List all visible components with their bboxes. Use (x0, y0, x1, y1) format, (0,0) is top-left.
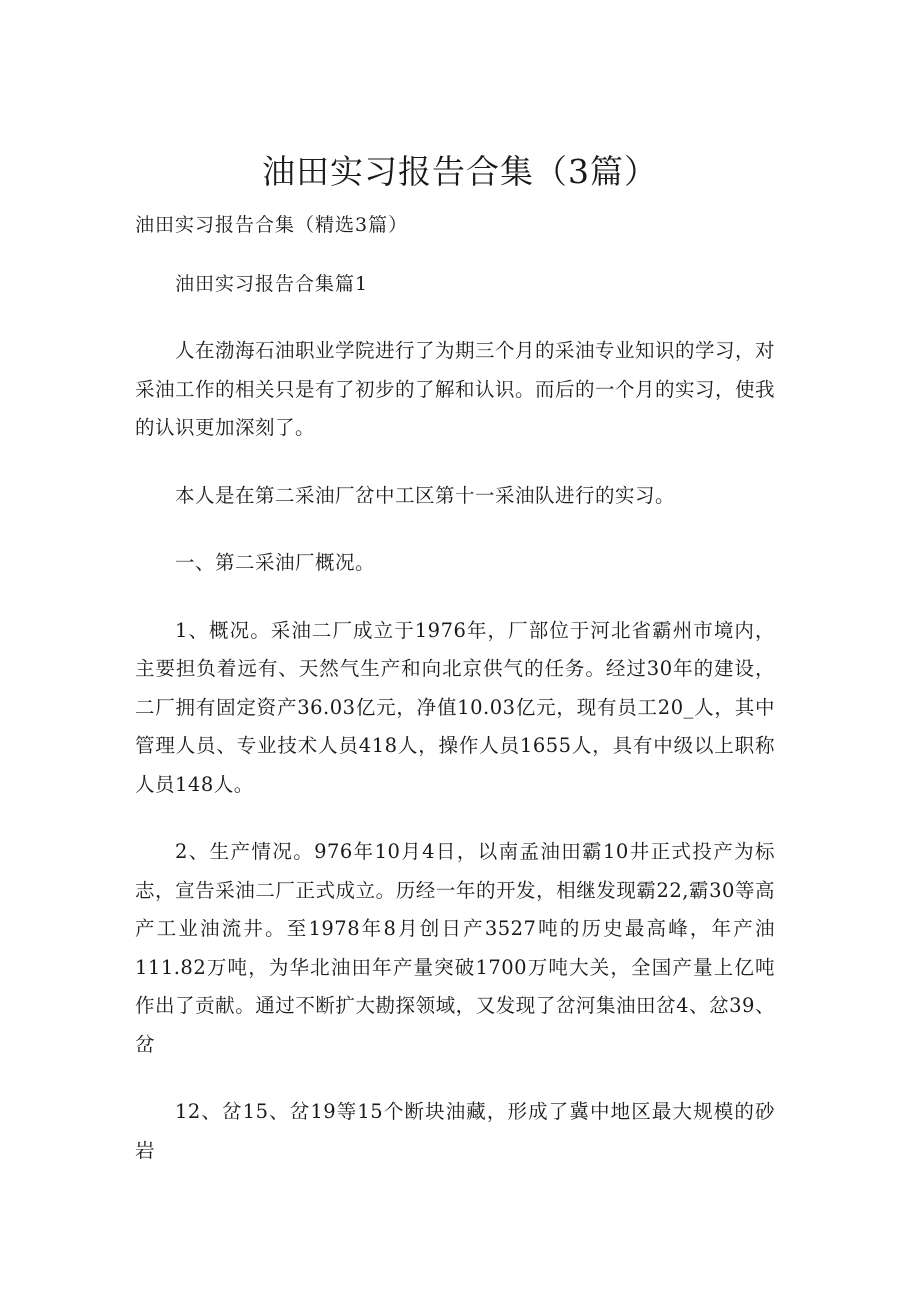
document-title: 油田实习报告合集（3篇） (262, 152, 658, 191)
paragraph: 人在渤海石油职业学院进行了为期三个月的采油专业知识的学习，对采油工作的相关只是有了初步的了解和认识。而后的一个月的实习，使我的认识更加深刻了。 (135, 339, 776, 439)
paragraph: 2、生产情况。976年10月4日，以南孟油田霸10井正式投产为标志，宣告采油二厂正式成立。历经一年的开发，相继发现霸22,霸30等高产工业油流井。至1978年8月创日产3527吨的历史最高峰，年产油111.82万吨，为华北油田年产量突破1700万吨大关，全国产量上亿吨作出了贡献。通过不断扩大勘探领域，又发现了岔河集油田岔4、忿39、岔 (135, 840, 775, 1056)
paragraph: 一、第二采油厂概况。 (175, 551, 376, 574)
section-heading: 油田实习报告合集篇1 (175, 273, 369, 295)
paragraph: 12、岔15、岔19等15个断块油藏，形成了冀中地区最大规模的砂岩 (135, 1100, 775, 1162)
body-text (135, 332, 775, 1199)
paragraph: 1、概况。采油二厂成立于1976年，厂部位于河北省霸州市境内，主要担负着远有、天然气生产和向北京供气的任务。经过30年的建设，二厂拥有固定资产36.03亿元，净值10.03亿元，现有员工20_人，其中管理人员、专业技术人员418人，操作人员1655人，具有中级以上职称人员148人。 (135, 618, 775, 796)
document-subtitle: 油田实习报告合集（精选3篇） (135, 214, 409, 236)
paragraph: 本人是在第二采油厂岔中工区第十一采油队进行的实习。 (175, 483, 676, 507)
